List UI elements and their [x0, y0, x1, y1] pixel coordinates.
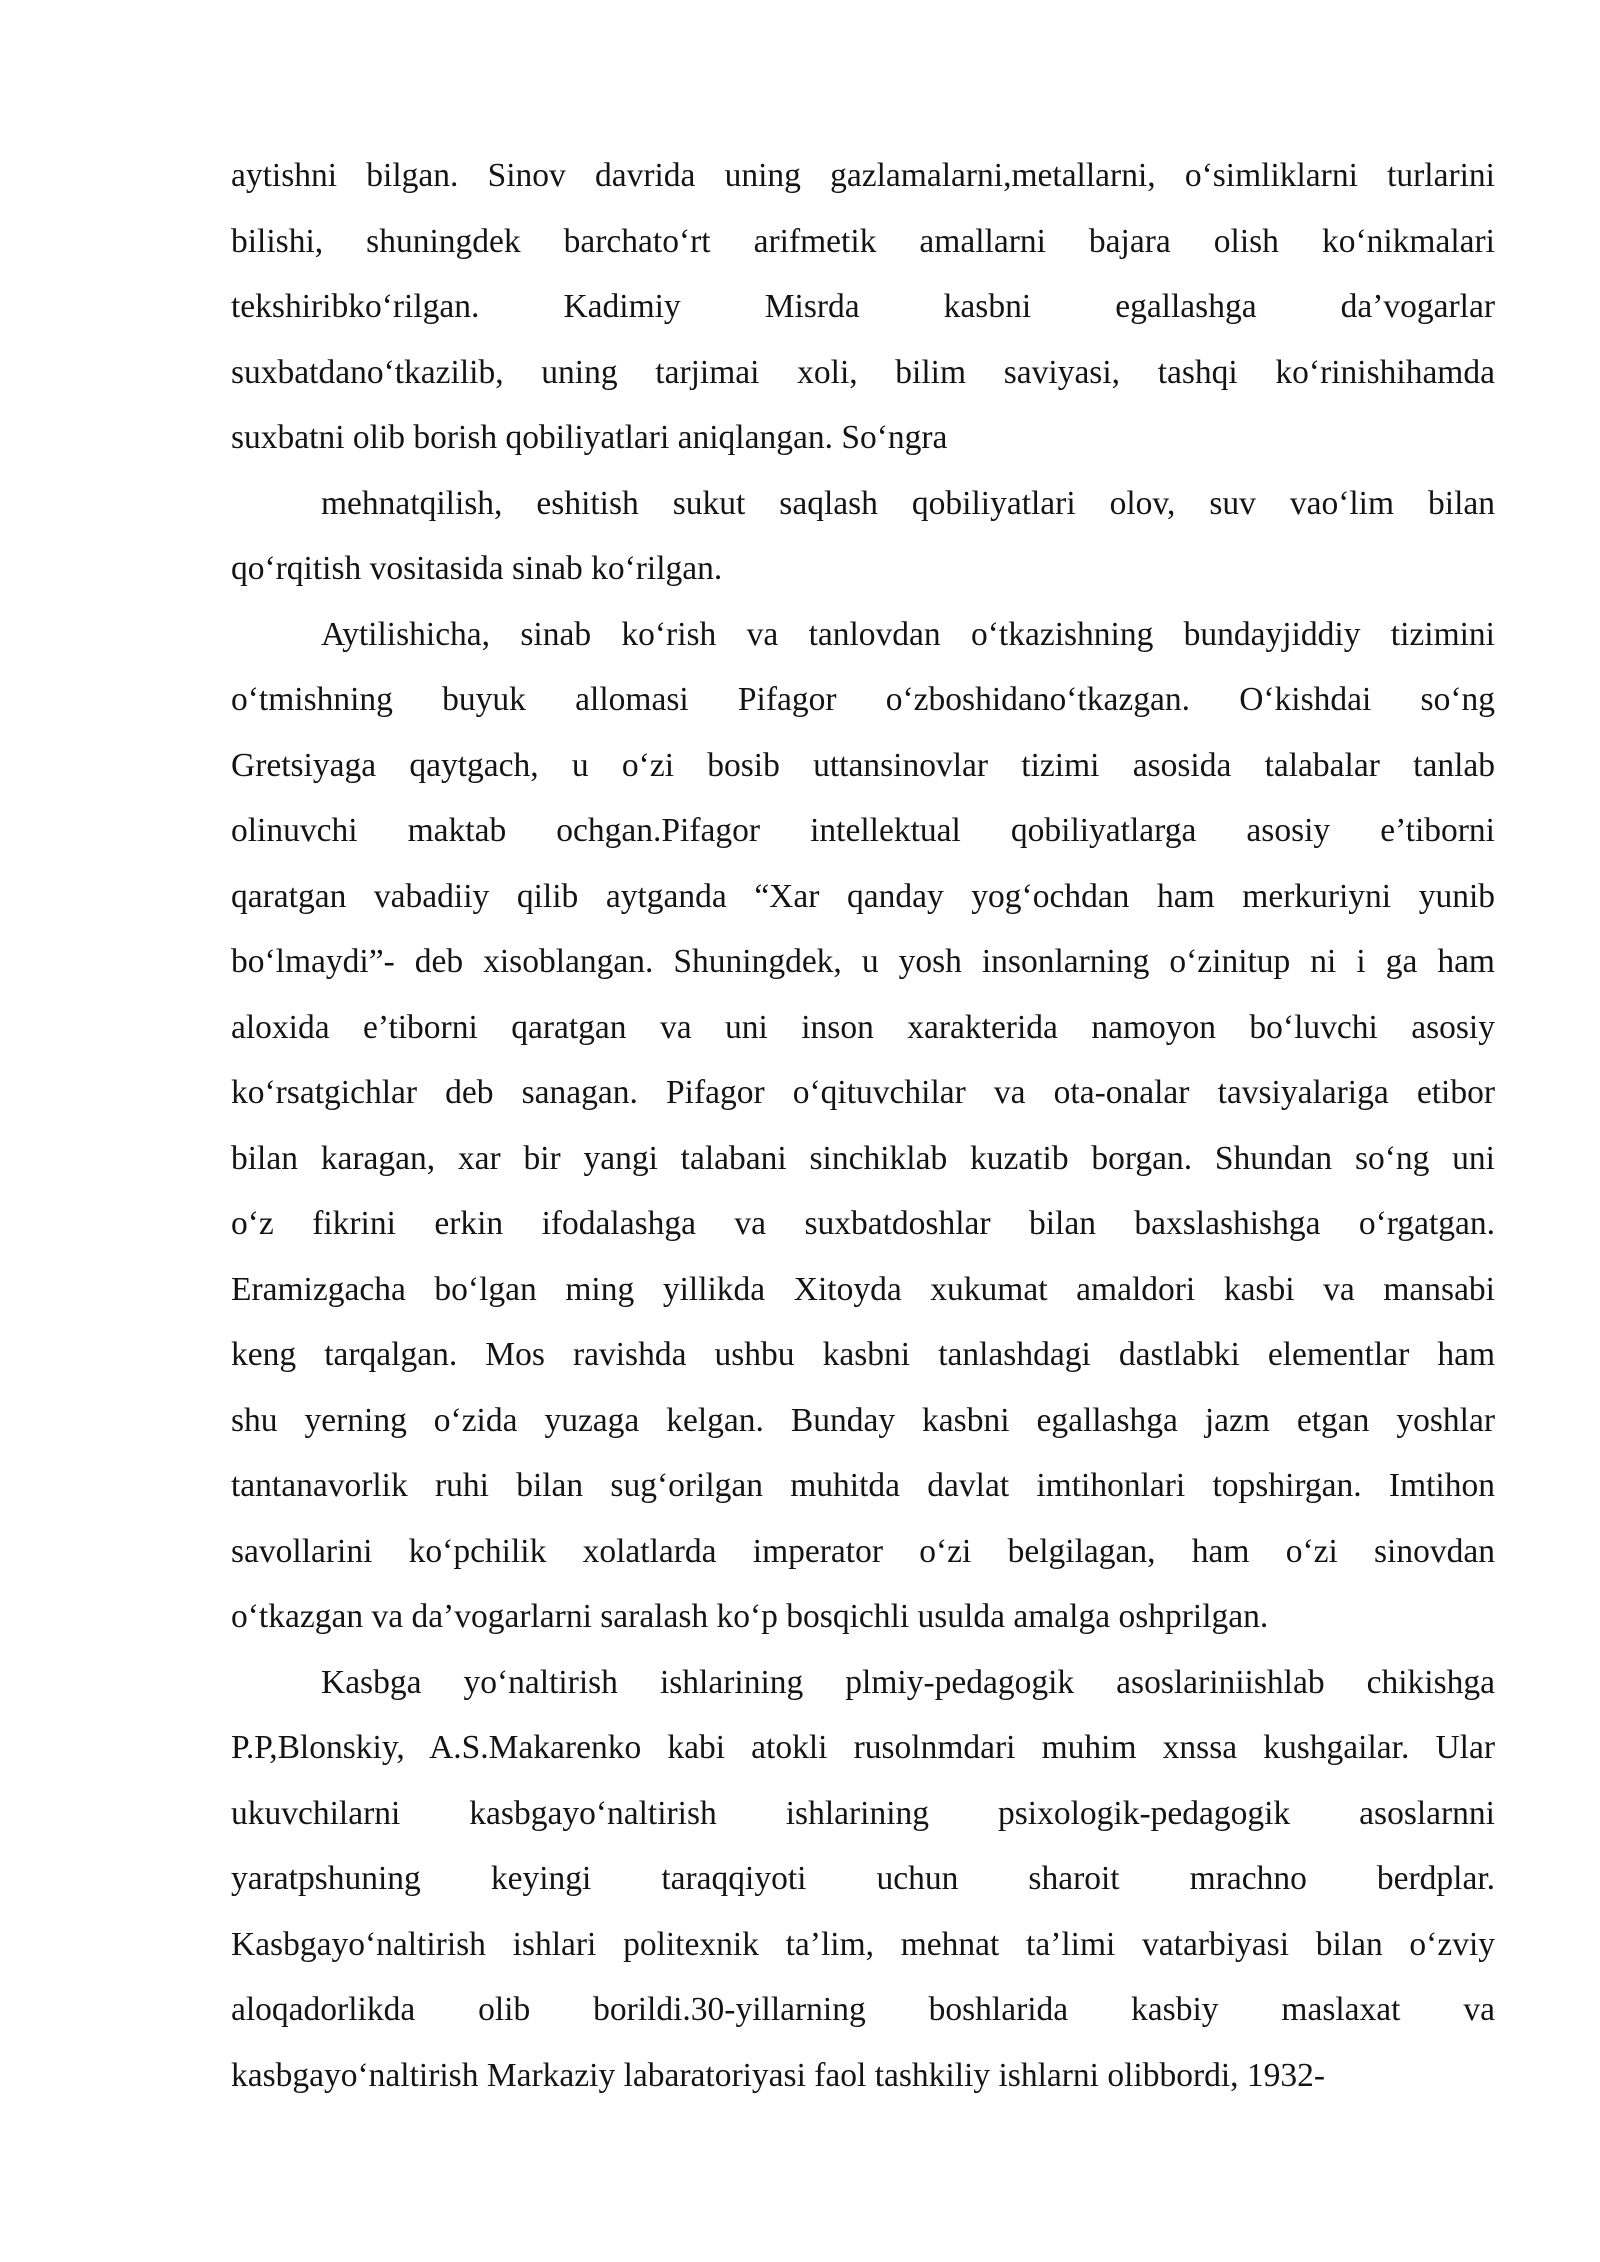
text-line: Aytilishicha, sinab ko‘rish va tanlovdan o‘tkazishning bundayjiddiy tizimini: [321, 615, 1495, 653]
text-line: Gretsiyaga qaytgach, u o‘zi bosib uttansinovlar tizimi asosida talabalar tanlab: [231, 746, 1495, 784]
document-body-text: [231, 143, 1495, 2108]
text-line: o‘tmishning buyuk allomasi Pifagor o‘zboshidano‘tkazgan. O‘kishdai so‘ng: [231, 681, 1495, 718]
text-line: olinuvchi maktab ochgan.Pifagor intellektual qobiliyatlarga asosiy e’tiborni: [231, 812, 1495, 849]
text-line: o‘z fikrini erkin ifodalashga va suxbatdoshlar bilan baxslashishga o‘rgatgan.: [231, 1205, 1495, 1242]
text-line: Kasbga yo‘naltirish ishlarining plmiy-pedagogik asoslariniishlab chikishga: [321, 1663, 1495, 1701]
text-line: bo‘lmaydi”- deb xisoblangan. Shuningdek, u yosh insonlarning o‘zinitup ni i ga ham: [231, 943, 1495, 980]
text-line: aloqadorlikda olib borildi.30-yillarning boshlarida kasbiy maslaxat va: [231, 1991, 1495, 2028]
text-line: keng tarqalgan. Mos ravishda ushbu kasbni tanlashdagi dastlabki elementlar ham: [231, 1336, 1495, 1373]
text-line: qaratgan vabadiiy qilib aytganda “Xar qanday yog‘ochdan ham merkuriyni yunib: [231, 877, 1495, 915]
text-line: Eramizgacha bo‘lgan ming yillikda Xitoyda xukumat amaldori kasbi va mansabi: [231, 1270, 1495, 1308]
text-line: suxbatni olib borish qobiliyatlari aniqlangan. So‘ngra: [231, 419, 948, 456]
text-line: kasbgayo‘naltirish Markaziy labaratoriyasi faol tashkiliy ishlarni olibbordi, 1932-: [231, 2056, 1326, 2094]
text-line: tantanavorlik ruhi bilan sug‘orilgan muhitda davlat imtihonlari topshirgan. Imtihon: [231, 1467, 1495, 1504]
text-line: savollarini ko‘pchilik xolatlarda imperator o‘zi belgilagan, ham o‘zi sinovdan: [231, 1532, 1495, 1570]
text-line: qo‘rqitish vositasida sinab ko‘rilgan.: [231, 550, 723, 587]
text-line: yaratpshuning keyingi taraqqiyoti uchun sharoit mrachno berdplar.: [231, 1860, 1495, 1897]
text-line: bilan karagan, xar bir yangi talabani sinchiklab kuzatib borgan. Shundan so‘ng uni: [231, 1139, 1495, 1177]
text-line: shu yerning o‘zida yuzaga kelgan. Bunday kasbni egallashga jazm etgan yoshlar: [231, 1401, 1495, 1439]
text-line: aytishni bilgan. Sinov davrida uning gazlamalarni,metallarni, o‘simliklarni turlarini: [231, 157, 1495, 194]
text-line: aloxida e’tiborni qaratgan va uni inson xarakterida namoyon bo‘luvchi asosiy: [231, 1008, 1495, 1046]
text-line: Kasbgayo‘naltirish ishlari politexnik ta’lim, mehnat ta’limi vatarbiyasi bilan o‘zviy: [231, 1925, 1495, 1963]
text-line: mehnatqilish, eshitish sukut saqlash qobiliyatlari olov, suv vao‘lim bilan: [321, 484, 1495, 522]
text-line: ukuvchilarni kasbgayo‘naltirish ishlarining psixologik-pedagogik asoslarnni: [231, 1794, 1495, 1832]
text-line: P.P,Blonskiy, A.S.Makarenko kabi atokli rusolnmdari muhim xnssa kushgailar. Ular: [231, 1729, 1495, 1766]
text-line: suxbatdano‘tkazilib, uning tarjimai xoli, bilim saviyasi, tashqi ko‘rinishihamda: [231, 353, 1495, 391]
text-line: bilishi, shuningdek barchato‘rt arifmetik amallarni bajara olish ko‘nikmalari: [231, 222, 1495, 260]
text-line: ko‘rsatgichlar deb sanagan. Pifagor o‘qituvchilar va ota-onalar tavsiyalariga etibor: [231, 1074, 1495, 1111]
text-line: o‘tkazgan va da’vogarlarni saralash ko‘p bosqichli usulda amalga oshprilgan.: [231, 1598, 1269, 1635]
text-line: tekshiribko‘rilgan. Kadimiy Misrda kasbni egallashga da’vogarlar: [231, 288, 1495, 325]
